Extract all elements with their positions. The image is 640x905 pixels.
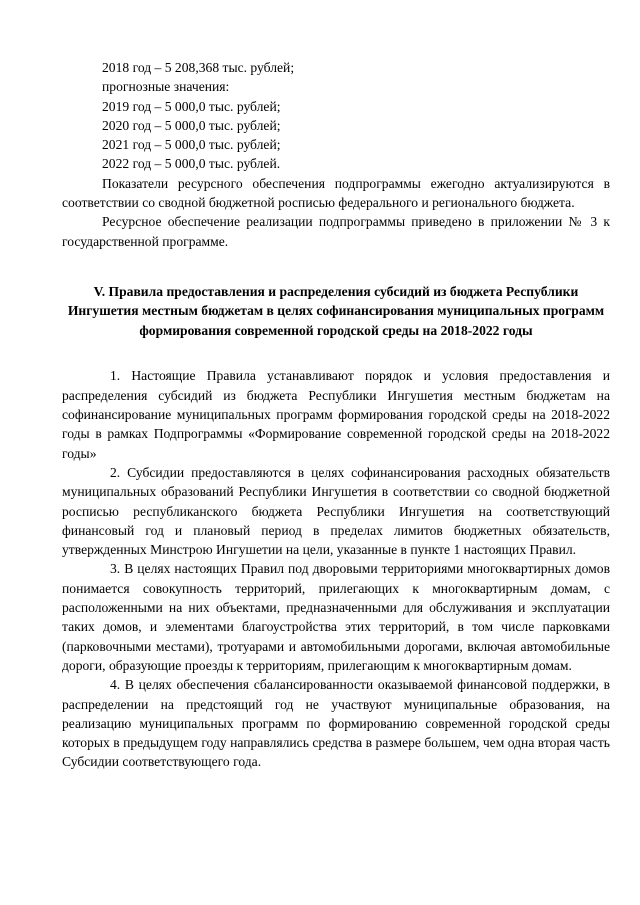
funding-line-2022: 2022 год – 5 000,0 тыс. рублей. — [102, 156, 281, 172]
section-heading: V. Правила предоставления и распределения субсидий из бюджета Республики Ингушетия местным бюджетам в целях софинансирования муниципальных программ формирования современной городской среды на 2018-2022 годы — [67, 283, 605, 338]
rule-item-4: 4. В целях обеспечения сбалансированности оказываемой финансовой поддержки, в распределении на предстоящий год не участвуют муниципальные образования, на реализацию муниципальных программ по формированию современной городской среды которых в предыдущем году направлялись средства в размере большем, чем одна вторая часть Субсидии соответствующего года. — [62, 677, 610, 770]
forecast-label: прогнозные значения: — [102, 79, 230, 95]
paragraph-indicators: Показатели ресурсного обеспечения подпрограммы ежегодно актуализируются в соответствии со сводной бюджетной росписью федерального и регионального бюджета. — [62, 175, 610, 211]
funding-line-2020: 2020 год – 5 000,0 тыс. рублей; — [102, 117, 281, 133]
paragraph-appendix: Ресурсное обеспечение реализации подпрограммы приведено в приложении № 3 к государственной программе. — [62, 214, 610, 249]
rule-item-3: 3. В целях настоящих Правил под дворовыми территориями многоквартирных домов понимается совокупность территорий, прилегающих к многоквартирным домам, с расположенными на них объектами, предназначенными для обслуживания и эксплуатации таких домов, и элементами благоустройства этих территорий, в том числе парковками (парковочными местами), тротуарами и автомобильными дорогами, включая автомобильные дороги, образующие проезды к территориям, прилегающим к многоквартирным домам. — [62, 561, 610, 673]
funding-line-2021: 2021 год – 5 000,0 тыс. рублей; — [102, 137, 281, 153]
rule-item-1: 1. Настоящие Правила устанавливают порядок и условия предоставления и распределения субсидий из бюджета Республики Ингушетия местным бюджетам на софинансирование муниципальных программ формирования городской среды на 2018-2022 годы в рамках Подпрограммы «Формирование современной городской среды на 2018-2022 годы» — [62, 368, 610, 461]
rules-list — [62, 366, 610, 771]
funding-list — [62, 58, 610, 174]
rule-item-2: 2. Субсидии предоставляются в целях софинансирования расходных обязательств муниципальных образований Республики Ингушетия в соответствии со сводной бюджетной росписью республиканского бюджета Республики Ингушетия на соответствующий финансовый год и плановый период в пределах лимитов бюджетных обязательств, утвержденных Минстрою Ингушетии на цели, указанные в пункте 1 настоящих Правил. — [62, 464, 610, 558]
funding-line-2018: 2018 год – 5 208,368 тыс. рублей; — [102, 60, 295, 75]
funding-line-2019: 2019 год – 5 000,0 тыс. рублей; — [102, 98, 281, 114]
